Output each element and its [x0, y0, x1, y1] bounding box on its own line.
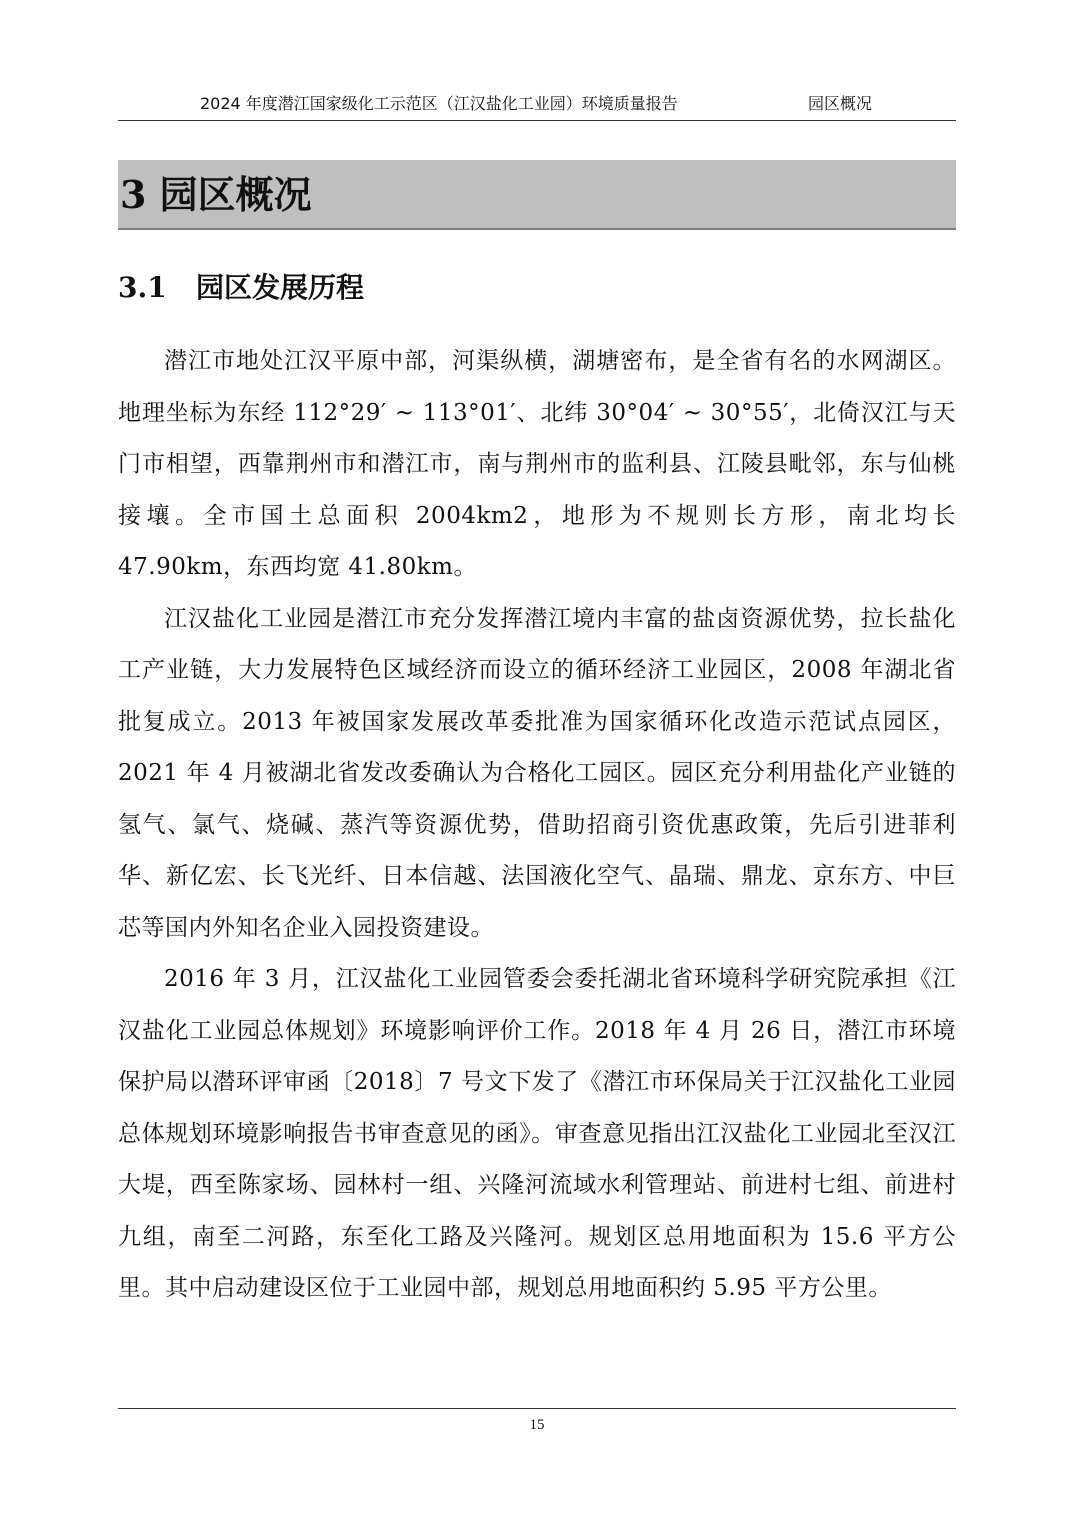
- section-number: 3.1: [118, 271, 167, 304]
- report-title: 2024 年度潜江国家级化工示范区（江汉盐化工业园）环境质量报告: [200, 94, 678, 113]
- paragraph-planning-review: 2016 年 3 月，江汉盐化工业园管委会委托湖北省环境科学研究院承担《江汉盐化工业园总体规划》环境影响评价工作。2018 年 4 月 26 日，潜江市环境保护局以潜环评审函〔2018〕7 号文下发了《潜江市环保局关于江汉盐化工业园总体规划环境影响报告书审查意见的函》。审查意见指出江汉盐化工业园北至汉江大堤，西至陈家场、园林村一组、兴隆河流域水利管理站、前进村七组、前进村九组，南至二河路，东至化工路及兴隆河。规划区总用地面积为 15.6 平方公里。其中启动建设区位于工业园中部，规划总用地面积约 5.95 平方公里。: [118, 966, 956, 1301]
- body-text: [118, 336, 956, 1315]
- page-number: 15: [529, 1417, 545, 1433]
- paragraph-geography: 潜江市地处江汉平原中部，河渠纵横，湖塘密布，是全省有名的水网湖区。地理坐标为东经 112°29′ ~ 113°01′、北纬 30°04′ ~ 30°55′，北倚汉江与天门市相望，西靠荆州市和潜江市，南与荆州市的监利县、江陵县毗邻，东与仙桃接壤。全市国土总面积 2004km2，地形为不规则长方形，南北均长 47.90km，东西均宽 41.80km。: [118, 348, 956, 580]
- header-section-name: 园区概况: [808, 94, 873, 113]
- running-header: [118, 92, 956, 121]
- chapter-title: 3 园区概况: [120, 172, 312, 217]
- footer-rule: [118, 1408, 956, 1409]
- chapter-heading-band: [118, 160, 956, 230]
- section-heading: [118, 266, 364, 310]
- section-title: 园区发展历程: [196, 271, 365, 304]
- paragraph-park-history: 江汉盐化工业园是潜江市充分发挥潜江境内丰富的盐卤资源优势，拉长盐化工产业链，大力发展特色区域经济而设立的循环经济工业园区，2008 年湖北省批复成立。2013 年被国家发展改革委批准为国家循环化改造示范试点园区，2021 年 4 月被湖北省发改委确认为合格化工园区。园区充分利用盐化产业链的氢气、氯气、烧碱、蒸汽等资源优势，借助招商引资优惠政策，先后引进菲利华、新亿宏、长飞光纤、日本信越、法国液化空气、晶瑞、鼎龙、京东方、中巨芯等国内外知名企业入园投资建设。: [118, 605, 956, 941]
